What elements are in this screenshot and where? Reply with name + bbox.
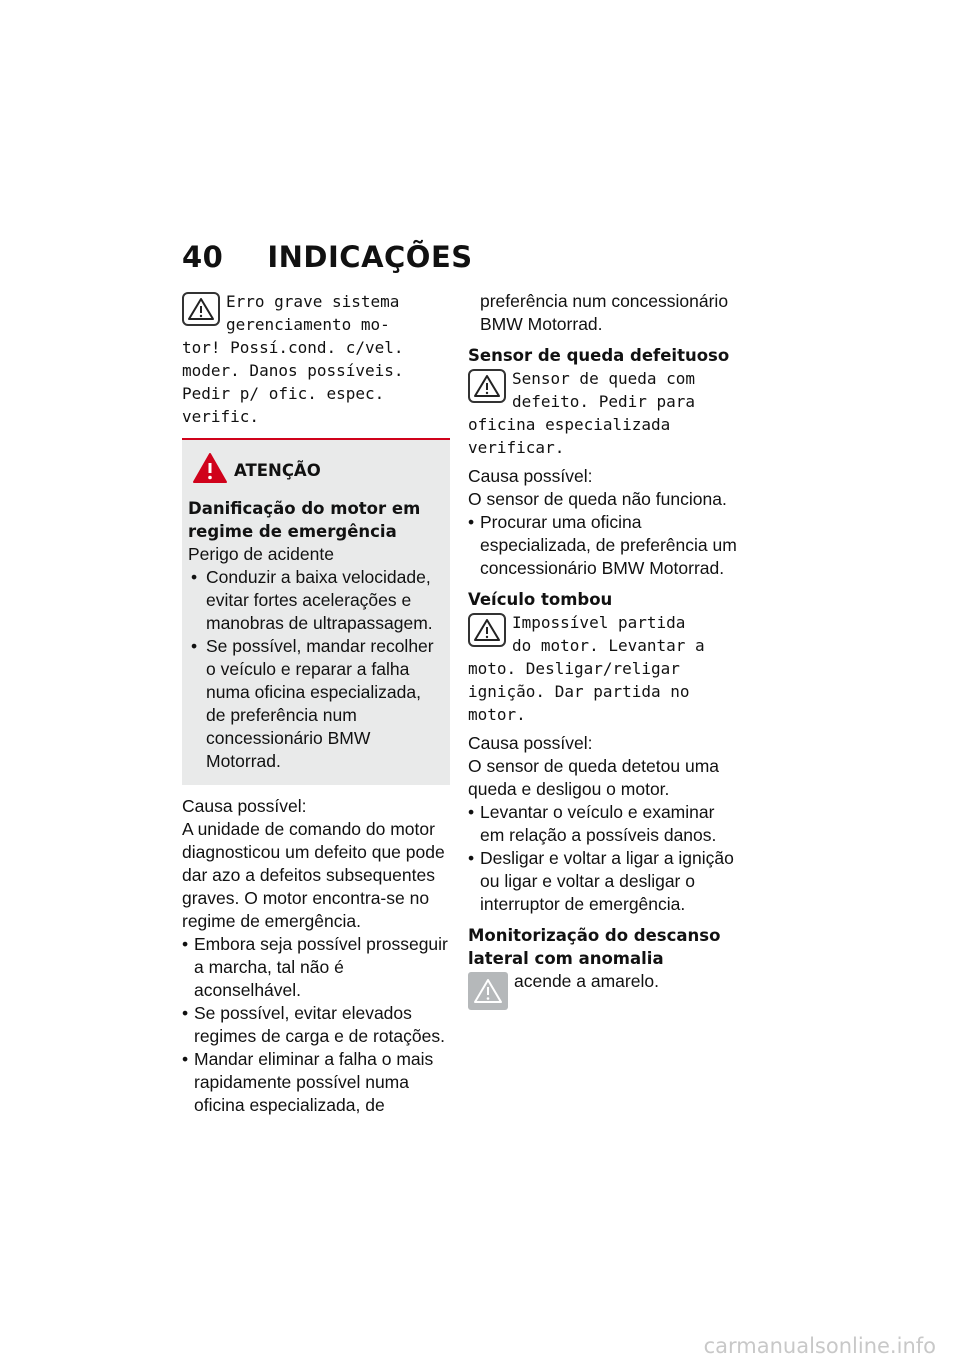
- cause-text: O sensor de queda detetou uma queda e desligou o motor.: [468, 756, 720, 799]
- list-item: • Procurar uma oficina especializada, de preferência um concessionário BMW Motorrad.: [468, 511, 738, 580]
- warning-subtext: Perigo de acidente: [188, 544, 334, 564]
- section-heading: Sensor de queda defeituoso: [468, 346, 730, 365]
- cause-label: Causa possível:: [468, 733, 593, 753]
- warning-header: [192, 452, 442, 489]
- continuation-text: preferência num concessionário BMW Motorrad.: [480, 291, 729, 334]
- cause-label: Causa possível:: [182, 796, 307, 816]
- list-item: • Se possível, mandar recolher o veículo e reparar a falha numa oficina especializada, de preferência num concessionário BMW Motorrad.: [188, 635, 442, 773]
- action-list: [182, 933, 450, 1117]
- gray-warning-triangle-icon: [468, 972, 508, 1010]
- fall-sensor-message: [468, 367, 738, 459]
- left-column: [182, 290, 450, 1117]
- list-item: • Se possível, evitar elevados regimes de carga e de rotações.: [182, 1002, 450, 1048]
- warning-heading: Danificação do motor em regime de emergência: [188, 499, 421, 541]
- list-item: • Levantar o veículo e examinar em relação a possíveis danos.: [468, 801, 738, 847]
- warning-triangle-icon: [468, 613, 506, 647]
- right-column: [468, 290, 738, 1010]
- watermark: carmanualsonline.info: [703, 1334, 936, 1358]
- display-message-text: Sensor de queda com defeito. Pedir para oficina especializada verificar.: [468, 369, 696, 457]
- warning-box: [182, 440, 450, 785]
- page-header: [182, 240, 473, 274]
- section-heading: Veículo tombou: [468, 590, 613, 609]
- list-item: • Embora seja possível prosseguir a marcha, tal não é aconselhável.: [182, 933, 450, 1002]
- section-sidestand: [468, 924, 738, 1010]
- cause-text: A unidade de comando do motor diagnosticou um defeito que pode dar azo a defeitos subsequentes graves. O motor encontra-se no regime de emergência.: [182, 819, 445, 931]
- list-item: • Mandar eliminar a falha o mais rapidamente possível numa oficina especializada, de: [182, 1048, 450, 1117]
- caution-triangle-icon: [192, 452, 228, 489]
- action-list: [468, 511, 738, 580]
- sidestand-indicator: [468, 970, 738, 1010]
- vehicle-fell-message: [468, 611, 738, 726]
- display-message-text: Impossível partida do motor. Levantar a moto. Desligar/religar ignição. Dar partida no motor.: [468, 613, 705, 724]
- engine-error-message: [182, 290, 450, 428]
- warning-label: ATENÇÃO: [234, 461, 321, 480]
- section-heading: Monitorização do descanso lateral com anomalia: [468, 926, 721, 968]
- section-fall-sensor: [468, 344, 738, 580]
- page-number: 40: [182, 240, 224, 274]
- sidestand-text: acende a amarelo.: [514, 971, 659, 991]
- display-message-text: Erro grave sistema gerenciamento mo- tor! Possí.cond. c/vel. moder. Danos possíveis. Pedir p/ ofic. espec. verific.: [182, 292, 404, 426]
- section-vehicle-fell: [468, 588, 738, 916]
- warning-triangle-icon: [468, 369, 506, 403]
- warning-list: [188, 566, 442, 773]
- list-item: • Desligar e voltar a ligar a ignição ou ligar e voltar a desligar o interruptor de emergência.: [468, 847, 738, 916]
- cause-label: Causa possível:: [468, 466, 593, 486]
- warning-triangle-icon: [182, 292, 220, 326]
- cause-text: O sensor de queda não funciona.: [468, 489, 727, 509]
- page-title: INDICAÇÕES: [267, 240, 473, 274]
- action-list: [468, 801, 738, 916]
- list-item: • Conduzir a baixa velocidade, evitar fortes acelerações e manobras de ultrapassagem.: [188, 566, 442, 635]
